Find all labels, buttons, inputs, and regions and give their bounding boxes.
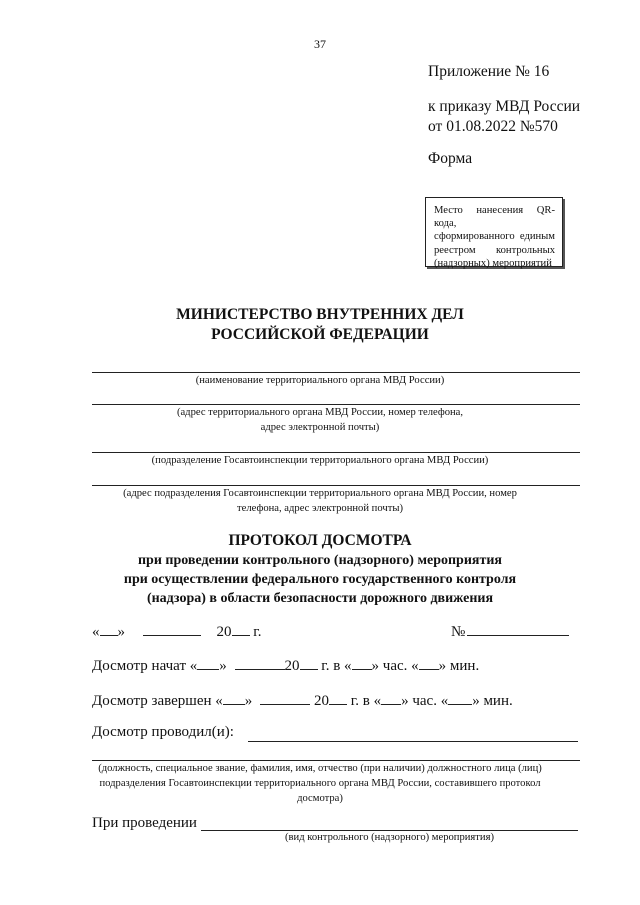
protocol-number-field[interactable] [467,621,569,636]
organ-address-line [92,404,580,405]
form-label: Форма [428,150,473,167]
inspection-started-row [92,655,479,675]
inspection-ended-label: Досмотр завершен « [92,693,223,709]
protocol-date-row [92,621,261,641]
start-hour-field[interactable] [352,655,372,670]
subdivision-address-caption-2: телефона, адрес электронной почты) [237,503,403,514]
start-minute-field[interactable] [419,655,439,670]
end-year-field[interactable] [329,690,347,705]
start-minute-label: » мин. [438,658,480,674]
organ-address-caption-1: (адрес территориального органа МВД России, номер телефона, [176,407,464,418]
start-year-field[interactable] [300,655,318,670]
organ-name-line [92,372,580,373]
start-hour-label: » час. « [371,658,419,674]
conducted-by-second-line[interactable] [92,760,580,761]
start-month-field[interactable] [235,655,285,670]
day-close-quote: » [117,624,125,640]
start-day-close-quote: » [219,658,227,674]
end-day-close-quote: » [244,693,253,709]
year-field[interactable] [232,621,250,636]
protocol-number-row [451,621,569,641]
end-day-field[interactable] [223,690,245,705]
protocol-subtitle-1: при проведении контрольного (надзорного) мероприятия [137,553,503,568]
day-open-quote: « [92,624,100,640]
qr-box-line: (надзорных) мероприятий [434,257,552,269]
month-field[interactable] [143,621,201,636]
conducted-by-label: Досмотр проводил(и): [92,724,234,740]
qr-box-line: реестром контрольных [434,244,555,256]
protocol-subtitle-2: при осуществлении федерального государственного контроля [123,572,517,587]
end-minute-label: » мин. [472,693,513,709]
start-time-at: г. в « [321,658,352,674]
subdivision-address-line [92,485,580,486]
end-time-at: г. в « [350,693,382,709]
end-year-prefix: 20 [314,693,330,709]
protocol-subtitle-3: (надзора) в области безопасности дорожного движения [146,591,494,606]
subdivision-line [92,452,580,453]
subdivision-address-caption-1: (адрес подразделения Госавтоинспекции территориального органа МВД России, номер [123,488,517,499]
during-label: При проведении [92,815,197,831]
control-event-type-caption: (вид контрольного (надзорного) мероприятия) [285,832,494,843]
day-field[interactable] [100,621,118,636]
qr-box-line: Место нанесения QR-кода, [434,205,555,230]
ministry-title-line-1: МИНИСТЕРСТВО ВНУТРЕННИХ ДЕЛ [176,306,464,323]
organ-address-caption-2: адрес электронной почты) [260,422,380,433]
year-prefix: 20 [216,624,232,640]
protocol-title: ПРОТОКОЛ ДОСМОТРА [228,532,412,549]
end-hour-field[interactable] [381,690,401,705]
subdivision-caption: (подразделение Госавтоинспекции территориального органа МВД России) [151,455,489,466]
inspection-started-label: Досмотр начат « [92,658,198,674]
start-year-prefix: 20 [284,658,300,674]
conducted-by-field[interactable] [248,741,578,742]
organ-name-caption: (наименование территориального органа МВД России) [195,375,445,386]
page-number: 37 [314,37,326,51]
end-hour-label: » час. « [401,693,449,709]
end-month-field[interactable] [260,690,310,705]
conducted-by-caption-3: досмотра) [297,793,343,804]
qr-box-line: сформированного единым [434,231,555,243]
number-label: № [451,624,466,640]
order-reference-line-2: от 01.08.2022 №570 [428,118,558,135]
conducted-by-caption-1: (должность, специальное звание, фамилия, имя, отчество (при наличии) должностного лица (лиц) [98,763,542,774]
year-suffix: г. [253,624,262,640]
end-minute-field[interactable] [448,690,472,705]
order-reference-line-1: к приказу МВД России [428,98,581,115]
ministry-title-line-2: РОССИЙСКОЙ ФЕДЕРАЦИИ [211,326,429,343]
conducted-by-caption-2: подразделения Госавтоинспекции территориального органа МВД России, составившего протокол [99,778,541,789]
inspection-ended-row [92,690,513,710]
appendix-number: Приложение № 16 [428,63,550,80]
qr-code-placeholder-box [425,197,563,267]
start-day-field[interactable] [197,655,219,670]
